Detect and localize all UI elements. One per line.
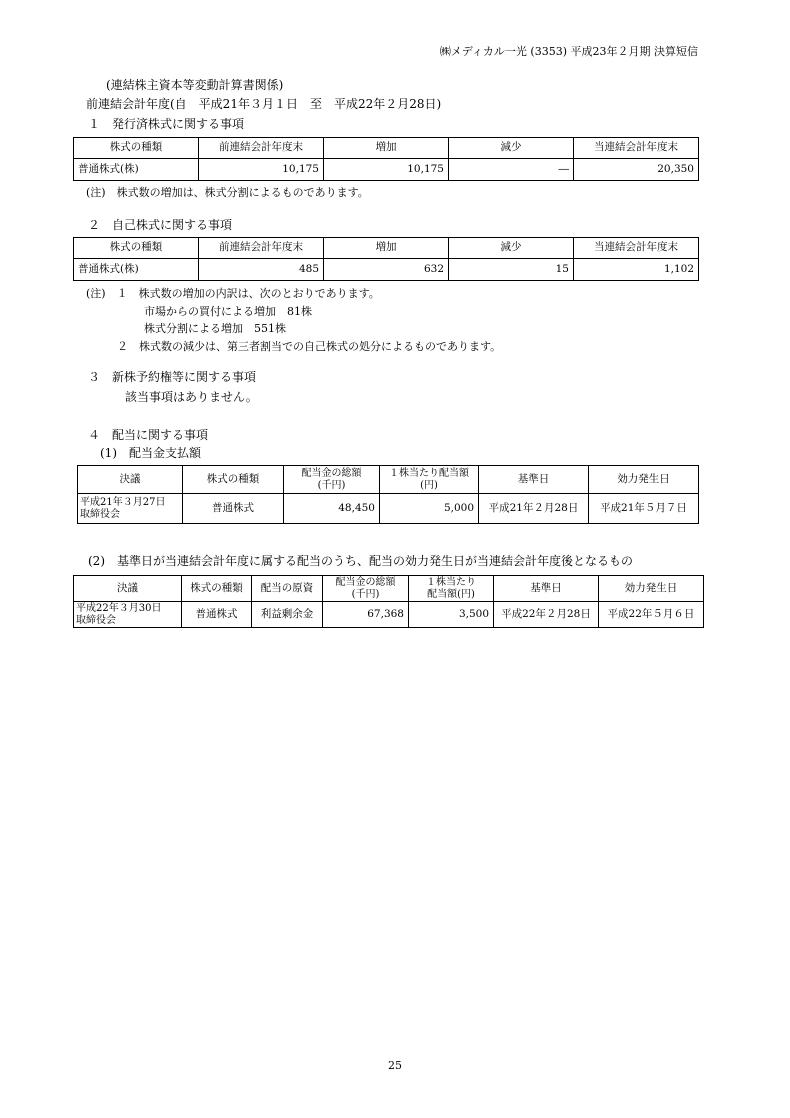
- period-heading: 前連結会計年度(自 平成21年３月１日 至 平成22年２月28日): [86, 97, 442, 111]
- section-3-body: 該当事項はありません。: [125, 390, 258, 404]
- page-header: ㈱メディカル一光 (3353) 平成23年２月期 決算短信: [439, 45, 698, 58]
- cell: 平成21年３月27日 取締役会: [78, 494, 183, 524]
- cell: 5,000: [380, 494, 479, 524]
- cell: 普通株式: [183, 494, 284, 524]
- col-header: 配当金の総額 (千円): [284, 466, 380, 494]
- col-header: 前連結会計年度末: [199, 238, 324, 259]
- section-4-sub-1: (1) 配当金支払額: [100, 446, 201, 460]
- page-number: 25: [388, 1059, 402, 1072]
- col-header: 基準日: [479, 466, 589, 494]
- section-title: (連結株主資本等変動計算書関係): [106, 78, 284, 92]
- cell: 平成22年３月30日 取締役会: [74, 602, 182, 628]
- col-header: 決議: [78, 466, 183, 494]
- cell: 10,175: [199, 159, 324, 181]
- table-row: [74, 259, 699, 281]
- col-header: 配当の原資: [252, 576, 323, 602]
- cell: 10,175: [324, 159, 449, 181]
- table-row: [74, 159, 699, 181]
- col-header: 基準日: [494, 576, 599, 602]
- col-header: 当連結会計年度末: [574, 138, 699, 159]
- treasury-shares-table: [73, 237, 699, 281]
- table-header-row: [74, 576, 704, 602]
- issued-shares-table: [73, 137, 699, 181]
- section-2-note-1: (注) １ 株式数の増加の内訳は、次のとおりであります。: [86, 287, 380, 300]
- table-row: [78, 494, 699, 524]
- cell: 普通株式: [182, 602, 252, 628]
- section-2-note-1a: 市場からの買付による増加 81株: [144, 305, 312, 318]
- section-2-note-2: ２ 株式数の減少は、第三者割当での自己株式の処分によるものであります。: [117, 340, 502, 353]
- col-header: 決議: [74, 576, 182, 602]
- cell: 632: [324, 259, 449, 281]
- col-header: 減少: [449, 238, 574, 259]
- col-header: １株当たり配当額 (円): [380, 466, 479, 494]
- cell: 平成22年２月28日: [494, 602, 599, 628]
- col-header: 株式の種類: [182, 576, 252, 602]
- col-header: 増加: [324, 238, 449, 259]
- table-header-row: [74, 138, 699, 159]
- col-header: 増加: [324, 138, 449, 159]
- col-header: 配当金の総額 (千円): [323, 576, 409, 602]
- section-1-title: １ 発行済株式に関する事項: [88, 117, 245, 131]
- col-header: 効力発生日: [599, 576, 704, 602]
- cell: 67,368: [323, 602, 409, 628]
- table-row: [74, 602, 704, 628]
- dividends-after-period-table: [73, 575, 704, 628]
- col-header: 株式の種類: [183, 466, 284, 494]
- col-header: 前連結会計年度末: [199, 138, 324, 159]
- cell: 20,350: [574, 159, 699, 181]
- cell: 平成22年５月６日: [599, 602, 704, 628]
- section-4-title: ４ 配当に関する事項: [88, 428, 209, 442]
- section-1-note: (注) 株式数の増加は、株式分割によるものであります。: [86, 186, 369, 199]
- cell: 1,102: [574, 259, 699, 281]
- col-header: 減少: [449, 138, 574, 159]
- table-header-row: [78, 466, 699, 494]
- cell: 普通株式(株): [74, 259, 199, 281]
- cell: 普通株式(株): [74, 159, 199, 181]
- section-3-title: ３ 新株予約権等に関する事項: [88, 370, 257, 384]
- cell: 48,450: [284, 494, 380, 524]
- cell: 15: [449, 259, 574, 281]
- dividends-paid-table: [77, 465, 699, 524]
- col-header: 効力発生日: [589, 466, 699, 494]
- table-header-row: [74, 238, 699, 259]
- section-4-sub-2: (2) 基準日が当連結会計年度に属する配当のうち、配当の効力発生日が当連結会計年度後となるもの: [88, 554, 634, 568]
- cell: 485: [199, 259, 324, 281]
- col-header: 株式の種類: [74, 138, 199, 159]
- col-header: 株式の種類: [74, 238, 199, 259]
- cell: 平成21年５月７日: [589, 494, 699, 524]
- col-header: １株当たり 配当額(円): [409, 576, 494, 602]
- cell: 平成21年２月28日: [479, 494, 589, 524]
- section-2-note-1b: 株式分割による増加 551株: [144, 322, 286, 335]
- cell: ―: [449, 159, 574, 181]
- section-2-title: ２ 自己株式に関する事項: [88, 218, 233, 232]
- col-header: 当連結会計年度末: [574, 238, 699, 259]
- cell: 利益剰余金: [252, 602, 323, 628]
- cell: 3,500: [409, 602, 494, 628]
